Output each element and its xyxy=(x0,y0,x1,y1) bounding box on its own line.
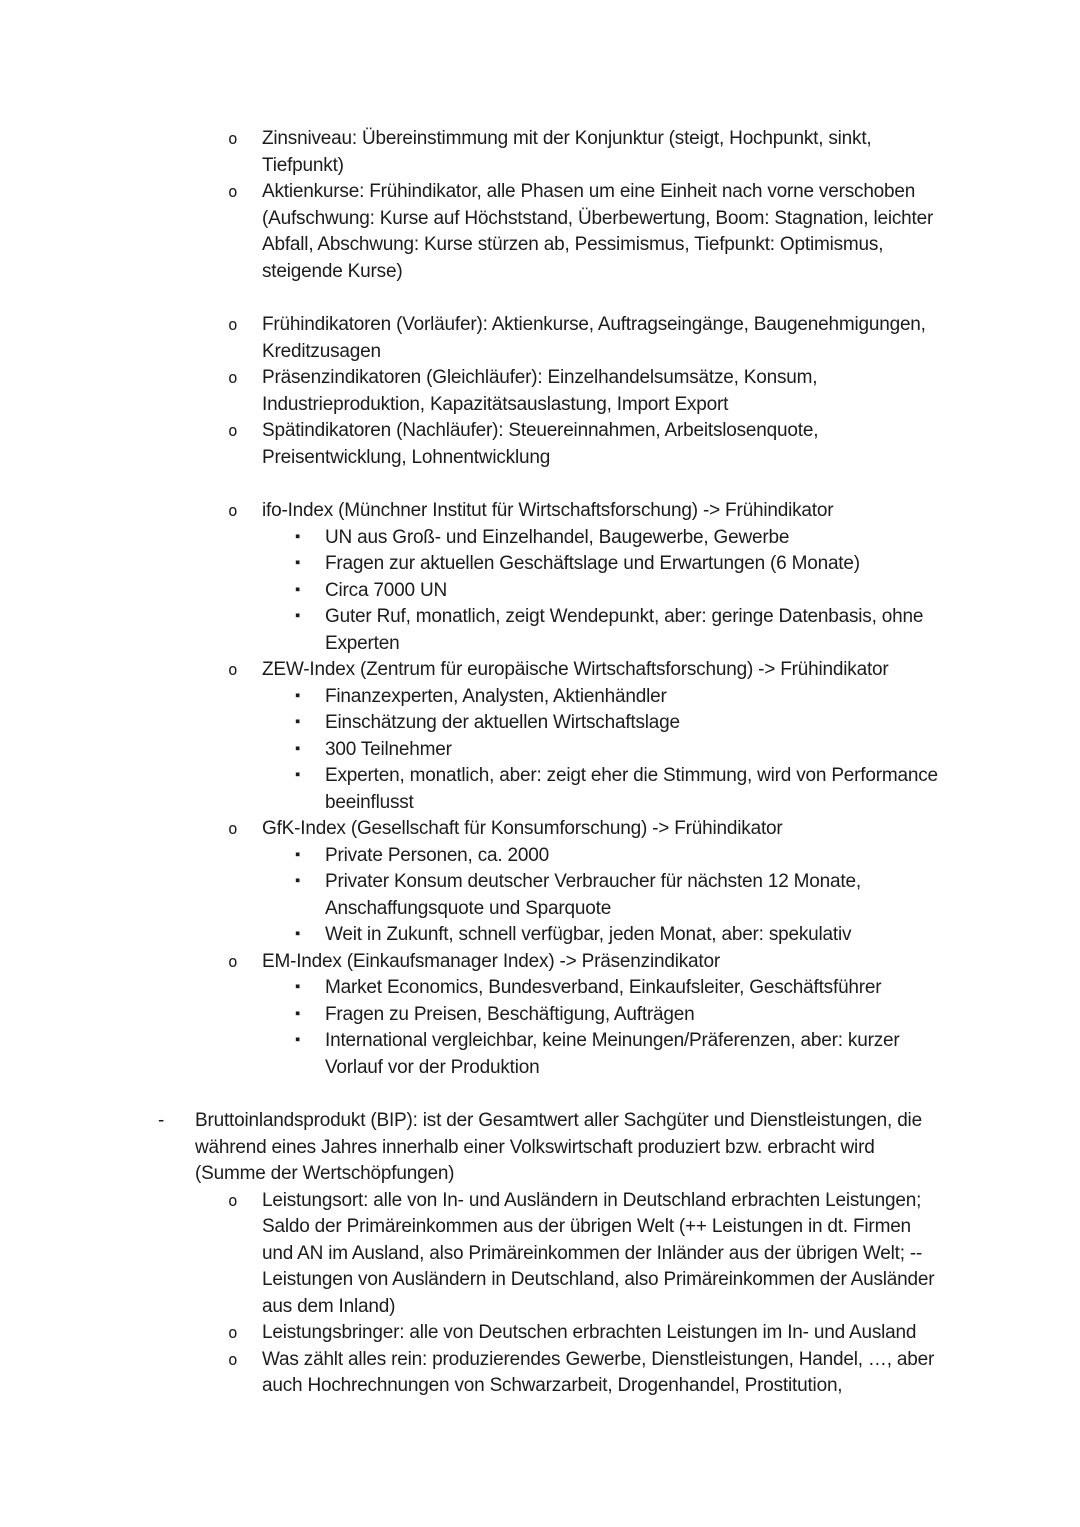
square-bullet-icon: ▪ xyxy=(295,1004,301,1022)
list-item-text: Circa 7000 UN xyxy=(325,579,448,601)
list-item-text: Frühindikatoren (Vorläufer): Aktienkurse, Auftragseingänge, Baugenehmigungen, Kreditzusagen xyxy=(262,314,926,362)
list-spacer xyxy=(0,471,1080,498)
list-item-square xyxy=(0,525,1080,552)
list-spacer xyxy=(0,285,1080,312)
list-item-text: Spätindikatoren (Nachläufer): Steuereinnahmen, Arbeitslosenquote, Preisentwicklung, Lohnentwicklung xyxy=(262,420,819,468)
list-item-circle xyxy=(0,949,1080,976)
list-item-square xyxy=(0,737,1080,764)
list-item-text: Fragen zur aktuellen Geschäftslage und Erwartungen (6 Monate) xyxy=(325,553,860,574)
circle-bullet-icon: o xyxy=(228,660,238,679)
list-item-square xyxy=(0,869,1080,922)
circle-bullet-icon: o xyxy=(228,1190,238,1210)
list-item-text: Privater Konsum deutscher Verbraucher für nächsten 12 Monate, Anschaffungsquote und Sparquote xyxy=(325,871,861,919)
list-item-circle xyxy=(0,126,1080,179)
list-item-circle xyxy=(0,365,1080,418)
square-bullet-icon: ▪ xyxy=(295,1031,301,1048)
list-item-square xyxy=(0,710,1080,737)
square-bullet-icon: ▪ xyxy=(295,607,301,624)
circle-bullet-icon: o xyxy=(228,421,238,440)
circle-bullet-icon: o xyxy=(228,951,238,971)
list-item-circle xyxy=(0,1320,1080,1347)
list-item-circle xyxy=(0,1188,1080,1321)
list-item-text: Leistungsbringer: alle von Deutschen erbrachten Leistungen im In- und Ausland xyxy=(262,1322,917,1343)
square-bullet-icon: ▪ xyxy=(295,739,301,757)
list-item-circle xyxy=(0,816,1080,843)
list-item-text: 300 Teilnehmer xyxy=(325,738,452,760)
list-item-text: Finanzexperten, Analysten, Aktienhändler xyxy=(325,685,667,707)
square-bullet-icon: ▪ xyxy=(295,580,301,598)
list-item-text: Market Economics, Bundesverband, Einkaufsleiter, Geschäftsführer xyxy=(325,977,882,998)
list-item-text: Experten, monatlich, aber: zeigt eher die Stimmung, wird von Performance beeinflusst xyxy=(325,765,938,813)
list-spacer xyxy=(0,1081,1080,1108)
list-item-circle xyxy=(0,498,1080,525)
square-bullet-icon: ▪ xyxy=(295,978,301,995)
circle-bullet-icon: o xyxy=(228,819,238,838)
circle-bullet-icon: o xyxy=(228,315,238,334)
list-item-circle xyxy=(0,657,1080,684)
list-item-circle xyxy=(0,418,1080,471)
list-item-text: Aktienkurse: Frühindikator, alle Phasen um eine Einheit nach vorne verschoben (Aufschwung: Kurse auf Höchststand, Überbewertung, Boom: Stagnation, leichter Abfall, Abschwung: Kurse stürzen ab, Pessimismus, Tiefpunkt: Optimismus, steigende Kurse) xyxy=(262,181,934,282)
circle-bullet-icon: o xyxy=(228,1323,238,1342)
list-item-text: Einschätzung der aktuellen Wirtschaftslage xyxy=(325,712,680,733)
square-bullet-icon: ▪ xyxy=(295,766,301,783)
list-item-circle xyxy=(0,179,1080,285)
list-item-square xyxy=(0,578,1080,605)
list-item-text: Fragen zu Preisen, Beschäftigung, Aufträgen xyxy=(325,1003,695,1025)
square-bullet-icon: ▪ xyxy=(295,845,301,863)
list-item-text: Weit in Zukunft, schnell verfügbar, jeden Monat, aber: spekulativ xyxy=(325,924,852,945)
circle-bullet-icon: o xyxy=(228,368,238,387)
list-item-square xyxy=(0,604,1080,657)
list-item-square xyxy=(0,684,1080,711)
list-item-square xyxy=(0,975,1080,1002)
list-item-text: ZEW-Index (Zentrum für europäische Wirtschaftsforschung) -> Frühindikator xyxy=(262,659,889,680)
circle-bullet-icon: o xyxy=(228,501,238,520)
square-bullet-icon: ▪ xyxy=(295,527,301,545)
list-item-square xyxy=(0,843,1080,870)
list-item-text: Präsenzindikatoren (Gleichläufer): Einzelhandelsumsätze, Konsum, Industrieproduktion, Kapazitätsauslastung, Import Export xyxy=(262,367,818,415)
circle-bullet-icon: o xyxy=(228,1349,238,1369)
square-bullet-icon: ▪ xyxy=(295,925,301,942)
list-item-text: Bruttoinlandsprodukt (BIP): ist der Gesamtwert aller Sachgüter und Dienstleistungen, die während eines Jahres innerhalb einer Volkswirtschaft produziert bzw. erbracht wird (Summe der Wertschöpfungen) xyxy=(195,1110,922,1184)
list-item-square xyxy=(0,1028,1080,1081)
circle-bullet-icon: o xyxy=(228,129,238,148)
list-item-circle xyxy=(0,312,1080,365)
list-item-text: GfK-Index (Gesellschaft für Konsumforschung) -> Frühindikator xyxy=(262,818,783,839)
list-item-text: Zinsniveau: Übereinstimmung mit der Konjunktur (steigt, Hochpunkt, sinkt, Tiefpunkt) xyxy=(262,128,872,176)
list-item-text: Leistungsort: alle von In- und Ausländern in Deutschland erbrachten Leistungen; Saldo der Primäreinkommen aus der übrigen Welt (++ Leistungen in dt. Firmen und AN im Ausland, also Primäreinkommen der Inländer aus der übrigen Welt; -- Leistungen von Ausländern in Deutschland, also Primäreinkommen der Ausländer aus dem Inland) xyxy=(262,1189,935,1317)
square-bullet-icon: ▪ xyxy=(295,686,301,704)
list-item-square xyxy=(0,1002,1080,1029)
list-item-text: UN aus Groß- und Einzelhandel, Baugewerbe, Gewerbe xyxy=(325,526,790,548)
list-item-text: Was zählt alles rein: produzierendes Gewerbe, Dienstleistungen, Handel, …, aber auch Hochrechnungen von Schwarzarbeit, Drogenhandel, Prostitution, xyxy=(262,1348,935,1396)
list-item-square xyxy=(0,763,1080,816)
square-bullet-icon: ▪ xyxy=(295,554,301,571)
square-bullet-icon: ▪ xyxy=(295,713,301,730)
list-item-square xyxy=(0,922,1080,949)
list-item-text: EM-Index (Einkaufsmanager Index) -> Präsenzindikator xyxy=(262,950,720,972)
list-item-text: Private Personen, ca. 2000 xyxy=(325,844,549,866)
list-item-text: ifo-Index (Münchner Institut für Wirtschaftsforschung) -> Frühindikator xyxy=(262,500,834,521)
list-item-circle xyxy=(0,1347,1080,1400)
list-item-text: International vergleichbar, keine Meinungen/Präferenzen, aber: kurzer Vorlauf vor der Produktion xyxy=(325,1030,900,1078)
circle-bullet-icon: o xyxy=(228,182,238,201)
square-bullet-icon: ▪ xyxy=(295,872,301,889)
list-item-square xyxy=(0,551,1080,578)
dash-bullet-icon: - xyxy=(158,1110,165,1131)
bullet-list xyxy=(0,126,1080,1400)
list-item-dash xyxy=(0,1108,1080,1188)
list-item-text: Guter Ruf, monatlich, zeigt Wendepunkt, aber: geringe Datenbasis, ohne Experten xyxy=(325,606,924,654)
